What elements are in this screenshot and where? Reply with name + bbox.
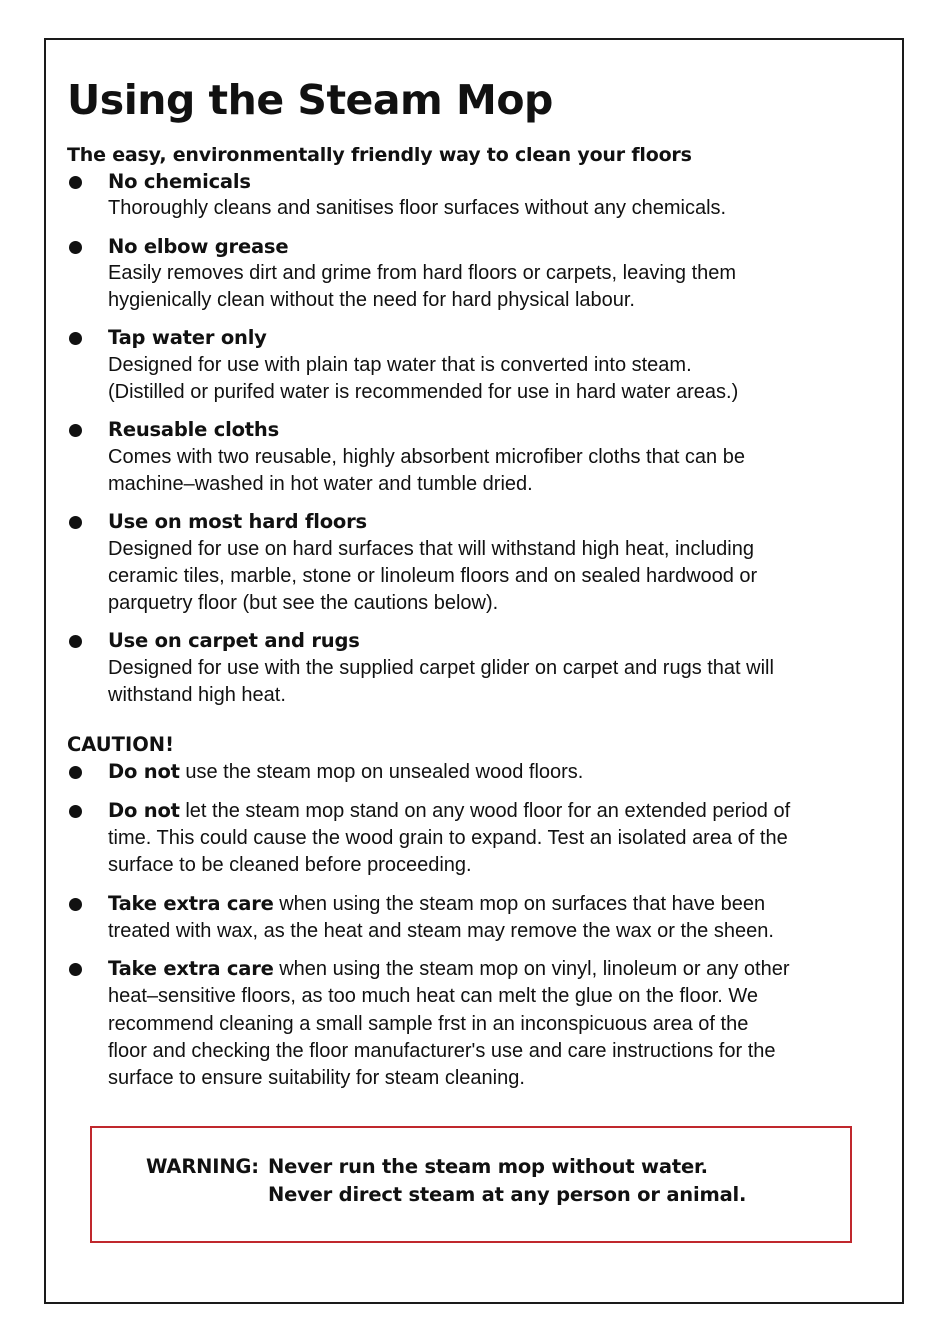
caution-list xyxy=(67,758,882,1092)
feature-heading: Tap water only xyxy=(108,326,267,350)
warning-row xyxy=(146,1181,746,1209)
caution-lead: Do not xyxy=(108,798,180,822)
text-line: withstand high heat. xyxy=(108,684,286,707)
bullet-icon xyxy=(69,635,82,648)
warning-indent xyxy=(146,1181,268,1209)
caution-text: use the steam mop on unsealed wood floors. xyxy=(179,761,584,784)
feature-text xyxy=(108,444,882,499)
text-line: Designed for use with plain tap water that is converted into steam. xyxy=(108,353,692,376)
text-line: Designed for use on hard surfaces that will withstand high heat, including xyxy=(108,537,754,560)
text-line: Designed for use with the supplied carpet glider on carpet and rugs that will xyxy=(108,656,774,679)
list-item xyxy=(67,168,882,223)
text-line: floor and checking the floor manufacturer's use and care instructions for the xyxy=(108,1040,776,1063)
warning-line: Never direct steam at any person or animal. xyxy=(268,1183,747,1206)
caution-heading: CAUTION! xyxy=(67,733,174,757)
bullet-icon xyxy=(69,241,82,254)
warning-row xyxy=(146,1153,746,1181)
bullet-icon xyxy=(69,332,82,345)
text-line: recommend cleaning a small sample frst in an inconspicuous area of the xyxy=(108,1012,749,1035)
document-body xyxy=(67,72,882,1103)
feature-heading: No chemicals xyxy=(108,170,251,193)
list-item xyxy=(67,508,882,617)
bullet-icon xyxy=(69,898,82,911)
text-line xyxy=(108,758,882,786)
text-line: machine–washed in hot water and tumble dried. xyxy=(108,472,533,495)
feature-text xyxy=(108,655,882,710)
text-line: hygienically clean without the need for hard physical labour. xyxy=(108,289,635,312)
bullet-icon xyxy=(69,805,82,818)
page-title: Using the Steam Mop xyxy=(67,76,553,124)
bullet-icon xyxy=(69,516,82,529)
text-line xyxy=(108,890,882,918)
text-line xyxy=(108,797,882,825)
text-line: Easily removes dirt and grime from hard floors or carpets, leaving them xyxy=(108,261,737,284)
bullet-icon xyxy=(69,176,82,189)
warning-line: Never run the steam mop without water. xyxy=(268,1155,708,1178)
bullet-icon xyxy=(69,424,82,437)
caution-lead: Do not xyxy=(108,760,180,784)
list-item xyxy=(67,955,882,1092)
text-line: (Distilled or purifed water is recommended for use in hard water areas.) xyxy=(108,381,739,404)
text-line: Comes with two reusable, highly absorbent microfiber cloths that can be xyxy=(108,445,745,468)
caution-lead: Take extra care xyxy=(108,891,274,915)
warning-text xyxy=(146,1153,746,1209)
feature-list xyxy=(67,168,882,709)
feature-heading: Use on most hard floors xyxy=(108,510,367,534)
caution-text: when using the steam mop on vinyl, linoleum or any other xyxy=(273,958,790,981)
feature-text xyxy=(108,536,882,618)
list-item xyxy=(67,233,882,315)
text-line xyxy=(108,955,882,983)
list-item xyxy=(67,890,882,946)
feature-heading: Reusable cloths xyxy=(108,418,279,442)
text-line: treated with wax, as the heat and steam may remove the wax or the sheen. xyxy=(108,919,774,942)
text-line: surface to be cleaned before proceeding. xyxy=(108,854,472,877)
caution-text: when using the steam mop on surfaces that have been xyxy=(273,892,766,915)
feature-text xyxy=(108,352,882,407)
text-line: parquetry floor (but see the cautions below). xyxy=(108,592,499,615)
list-item xyxy=(67,627,882,709)
bullet-icon xyxy=(69,963,82,976)
list-item xyxy=(67,758,882,786)
feature-text xyxy=(108,195,882,222)
caution-text: let the steam mop stand on any wood floor for an extended period of xyxy=(179,799,791,822)
page-subtitle: The easy, environmentally friendly way to clean your floors xyxy=(67,144,692,166)
feature-heading: No elbow grease xyxy=(108,234,289,258)
text-line: ceramic tiles, marble, stone or linoleum floors and on sealed hardwood or xyxy=(108,564,758,587)
warning-label: WARNING: xyxy=(146,1155,259,1178)
text-line: surface to ensure suitability for steam cleaning. xyxy=(108,1067,525,1090)
text-line: Thoroughly cleans and sanitises floor surfaces without any chemicals. xyxy=(108,197,727,220)
bullet-icon xyxy=(69,766,82,779)
list-item xyxy=(67,797,882,880)
feature-heading: Use on carpet and rugs xyxy=(108,629,360,653)
feature-text xyxy=(108,260,882,315)
text-line: heat–sensitive floors, as too much heat can melt the glue on the floor. We xyxy=(108,985,759,1008)
caution-lead: Take extra care xyxy=(108,957,274,981)
warning-box xyxy=(90,1126,852,1243)
list-item xyxy=(67,416,882,498)
list-item xyxy=(67,324,882,406)
text-line: time. This could cause the wood grain to expand. Test an isolated area of the xyxy=(108,826,788,849)
